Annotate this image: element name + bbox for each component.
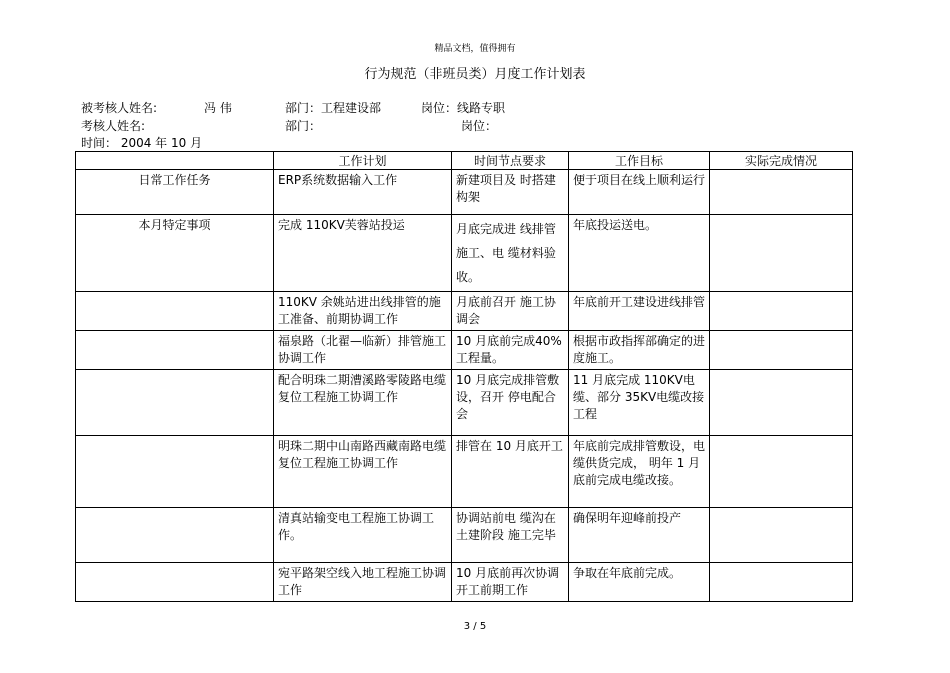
- cell-category: 日常工作任务: [76, 170, 274, 215]
- cell-goal: 争取在年底前完成。: [569, 563, 710, 602]
- cell-category: [76, 508, 274, 563]
- cell-plan: 配合明珠二期漕溪路零陵路电缆复位工程施工协调工作: [274, 370, 452, 436]
- cell-plan: 清真站输变电工程施工协调工作。: [274, 508, 452, 563]
- header-actual: 实际完成情况: [710, 152, 853, 170]
- cell-goal: 确保明年迎峰前投产: [569, 508, 710, 563]
- assessor-post: 岗位：: [461, 119, 498, 133]
- cell-actual: [710, 563, 853, 602]
- cell-goal: 年底前开工建设进线排管: [569, 292, 710, 331]
- assessor-label: 考核人姓名:: [81, 119, 146, 133]
- cell-plan: 福泉路（北翟—临新）排管施工协调工作: [274, 331, 452, 370]
- cell-category: [76, 563, 274, 602]
- header-category: [76, 152, 274, 170]
- cell-actual: [710, 331, 853, 370]
- cell-plan: ERP系统数据输入工作: [274, 170, 452, 215]
- table-row: [76, 292, 853, 331]
- cell-actual: [710, 215, 853, 292]
- header-goal: 工作目标: [569, 152, 710, 170]
- cell-actual: [710, 292, 853, 331]
- assessee-post: 岗位：线路专职: [421, 101, 506, 115]
- header-plan: 工作计划: [274, 152, 452, 170]
- cell-plan: 明珠二期中山南路西藏南路电缆复位工程施工协调工作: [274, 436, 452, 508]
- cell-actual: [710, 170, 853, 215]
- cell-actual: [710, 508, 853, 563]
- cell-deadline: 10 月底完成排管敷设，召开 停电配合会: [452, 370, 569, 436]
- table-row: [76, 563, 853, 602]
- cell-goal: 便于项目在线上顺利运行: [569, 170, 710, 215]
- table-header-row: [76, 152, 853, 170]
- cell-category: 本月特定事项: [76, 215, 274, 292]
- assessee-dept: 部门：工程建设部: [285, 101, 382, 115]
- cell-plan: 110KV 余姚站进出线排管的施工准备、前期协调工作: [274, 292, 452, 331]
- assessor-dept: 部门：: [285, 119, 322, 133]
- work-plan-table: [75, 151, 853, 602]
- cell-goal: 年底前完成排管敷设，电缆供货完成， 明年 1 月底前完成电缆改接。: [569, 436, 710, 508]
- table-row: [76, 331, 853, 370]
- cell-deadline: 排管在 10 月底开工: [452, 436, 569, 508]
- cell-actual: [710, 370, 853, 436]
- assessee-label: 被考核人姓名:: [81, 101, 158, 115]
- cell-deadline: 月底完成进 线排管施工、电 缆材料验收。: [452, 215, 569, 292]
- cell-category: [76, 436, 274, 508]
- cell-goal: 根据市政指挥部确定的进度施工。: [569, 331, 710, 370]
- time-text: 时间： 2004 年 10 月: [81, 136, 203, 150]
- cell-category: [76, 331, 274, 370]
- page-number: 3 / 5: [463, 621, 487, 632]
- cell-deadline: 10 月底前再次协调开工前期工作: [452, 563, 569, 602]
- header-note: 精品文档，值得拥有: [434, 44, 516, 54]
- assessee-name: 冯 伟: [204, 101, 232, 115]
- cell-deadline: 协调站前电 缆沟在土建阶段 施工完毕: [452, 508, 569, 563]
- cell-deadline: 月底前召开 施工协调会: [452, 292, 569, 331]
- cell-plan: 宛平路架空线入地工程施工协调工作: [274, 563, 452, 602]
- cell-goal: 11 月底完成 110KV电缆、部分 35KV电缆改接工程: [569, 370, 710, 436]
- cell-category: [76, 292, 274, 331]
- cell-plan: 完成 110KV芙蓉站投运: [274, 215, 452, 292]
- table-row: [76, 215, 853, 292]
- table-row: [76, 170, 853, 215]
- cell-deadline: 新建项目及 时搭建构架: [452, 170, 569, 215]
- page-title: 行为规范（非班员类）月度工作计划表: [364, 67, 586, 82]
- cell-category: [76, 370, 274, 436]
- table-row: [76, 436, 853, 508]
- cell-goal: 年底投运送电。: [569, 215, 710, 292]
- cell-deadline: 10 月底前完成40%工程量。: [452, 331, 569, 370]
- table-row: [76, 508, 853, 563]
- cell-actual: [710, 436, 853, 508]
- header-deadline: 时间节点要求: [452, 152, 569, 170]
- table-row: [76, 370, 853, 436]
